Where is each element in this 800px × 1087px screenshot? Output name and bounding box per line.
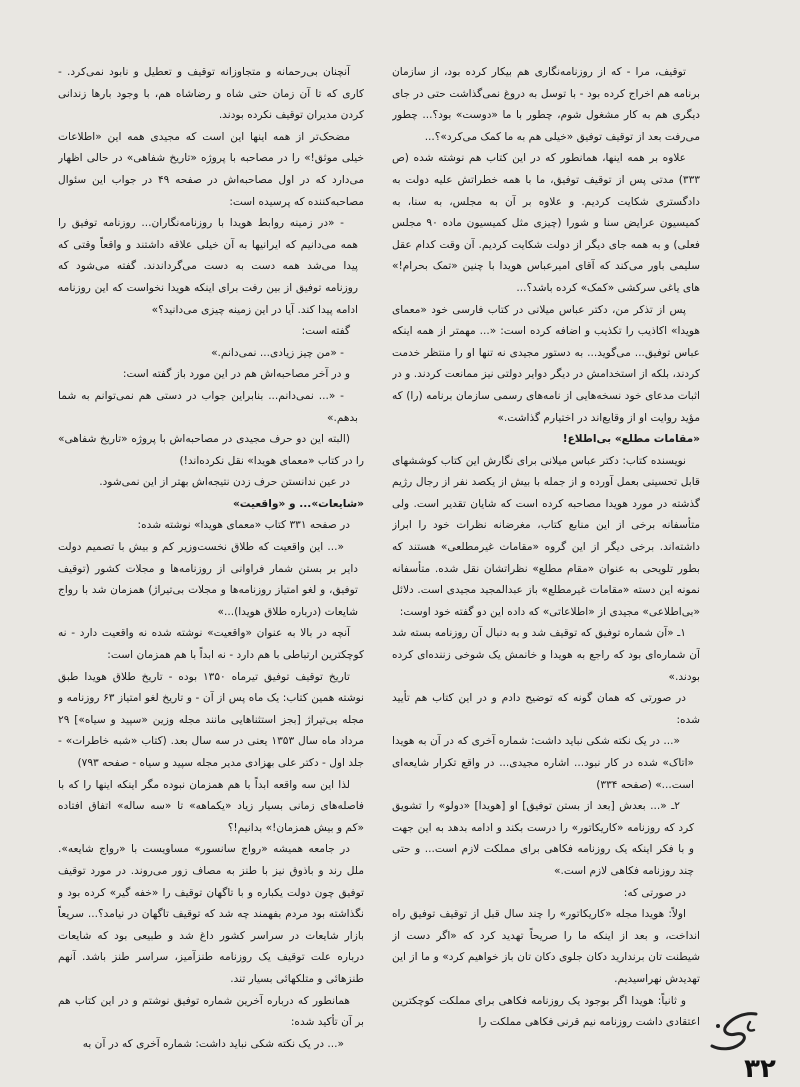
paragraph: ۱ـ «آن شماره توفیق که توقیف شد و به دنبال آن روزنامه بسته شد آن شماره‌ای بود که راجع به هویدا و خانمش یک شوخی زننده‌ای کرده بودند.» [392,627,700,683]
paragraph: در جامعه همیشه «رواج سانسور» مساویست با «رواج شایعه». ملل رند و باذوق نیز با طنز به مصاف زور می‌روند. در مورد توقیف توفیق چون دولت یکباره و با تاگهان توقیف را «خفه گیر» کرده بود و نگذاشته بود مردم بفهمند چه شد که توقیف تاگهان در نیامد؟... سریعاً بازار شایعات در سراسر کشور داغ شد و طبیعی بود که شایعات درباره علت توقیف یک روزنامه طنزآمیز، سراسر طنز باشد. آنهم طنزهائی و متلکهائی بسیار تند. [58,843,364,985]
paragraph: و ثانیاً: هویدا اگر بوجود یک روزنامه فکاهی برای مملکت کوچکترین اعتقادی داشت روزنامه نیم قرنی فکاهی مملکت را [392,994,700,1029]
paragraph: آنچنان بی‌رحمانه و متجاوزانه توقیف و تعطیل و نابود نمی‌کرد. - کاری که تا آن زمان حتی شاه و رضاشاه هم، با وجود بارها زندانی کردن مدیران توقیف نکرده بودند. [58,66,364,122]
paragraph: علاوه بر همه اینها، همانطور که در این کتاب هم نوشته شده (ص ۳۳۳) مدتی پس از توقیف توفیق، ما با همه خطراتش علیه دولت به دادگستری شکایت کردیم. و علاوه بر آن به مجلس، به سنا، به کمیسیون عرایض سنا و شورا (چیزی مثل کمیسیون ماده ۹۰ مجلس فعلی) و به همه جای دیگر از دولت شکایت کردیم. آن وقت کدام عقل سلیمی باور می‌کند که آقای امیرعباس هویدا با چنین «تمک بحرام!» های یاغی سرکشی «کمک» کرده باشد؟... [392,152,700,294]
paragraph: و در آخر مصاحبه‌اش هم در این مورد باز گفته است: [122,368,350,381]
paragraph: مضحک‌تر از همه اینها این است که مجیدی همه این «اطلاعات خیلی موثق!» را در مصاحبه با پروژه «تاریخ شفاهی» در حالی اظهار می‌دارد که در اول مصاحبه‌اش در صفحه ۴۹ در جواب این سئوال مصاحبه‌کننده که پرسیده است: [58,130,364,208]
paragraph: در عین ندانستن حرف زدن نتیجه‌اش بهتر از این نمی‌شود. [99,476,350,489]
paragraph: در صورتی که همان گونه که توضیح دادم و در این کتاب هم تأیید شده: [392,692,700,726]
quote-paragraph: - «در زمینه روابط هویدا با روزنامه‌نگاران... روزنامه توفیق را همه می‌دانیم که ایرانیها به آن خیلی علاقه داشتند و واقعاً وقتی که پیدا می‌شد همه دست به دست می‌گرداندند. گفته می‌شود که روزنامه توفیق از بین رفت برای اینکه هویدا نخواست که این روزنامه ادامه پیدا کند. آیا در این زمینه چیزی می‌دانید؟» [58,217,358,316]
quote-paragraph: «... در یک نکته شکی نباید داشت: شماره آخری که در آن به هویدا «اتاک» شده در کار نبود... اشاره مجیدی... در واقع تکرار شایعه‌ای است...» (صفحه ۳۳۴) [392,735,694,791]
paragraph: گفته است: [301,325,350,338]
quote-paragraph: ۲ـ «... بعدش [بعد از بستن توفیق] او [هویدا] «دولو» را تشویق کرد که روزنامه «کاریکاتور» را درست بکند و ادامه بدهد به این جهت و با فکر اینکه یک روزنامه فکاهی برای مملکت لازم است... و حتی چند روزنامه فکاهی لازم است.» [392,800,694,877]
kerman-logo [704,1008,764,1056]
quote-paragraph: - «... نمی‌دانم... بنابراین جواب در دستی هم نمی‌توانم به شما بدهم.» [58,389,358,424]
paragraph: همانطور که درباره آخرین شماره توفیق نوشتم و در این کتاب هم بر آن تأکید شده: [58,994,364,1029]
paragraph: اولاً: هویدا مجله «کاریکاتور» را چند سال قبل از توقیف توفیق راه انداخت، و بعد از اینکه ما را صریحاً تهدید کرد که «اگر دست از شیطنت تان برندارید دکان جلوی دکان تان باز خواهیم کرد» و ما از این تهدیدش نهراسیدیم. [392,908,700,985]
section-heading: «شایعات»... و «واقعیت» [232,497,364,510]
text-column-right [392,62,700,1069]
paragraph: (البته این دو حرف مجیدی در مصاحبه‌اش با پروژه «تاریخ شفاهی» را در کتاب «معمای هویدا» نقل نکرده‌اند!) [58,433,364,467]
paragraph: نویسنده کتاب: دکتر عباس میلانی برای نگارش این کتاب کوششهای قابل تحسینی بعمل آورده و از جمله با بیش از یکصد نفر از رجال رژیم گذشته در مورد هویدا مصاحبه کرده است که شایان تقدیر است. ولی متأسفانه برخی از این منابع کتاب، مغرضانه نظرات خود را ابراز داشته‌اند. برخی دیگر از این گروه «مقامات غیرمطلعی» هستند که بطور تلویحی به عنوان «مقام مطلع» نظراتشان نقل شده. متأسفانه نمونه این دسته «مقامات غیرمطلع» باز عبدالمجید مجیدی است. دلائل «بی‌اطلاعی» مجیدی از «اطلاعاتی» که داده این دو گفته خود اوست: [392,454,700,618]
quote-paragraph: - «من چیز زیادی... نمی‌دانم.» [211,346,344,359]
paragraph: آنچه در بالا به عنوان «واقعیت» نوشته شده نه واقعیت دارد - نه کوچکترین ارتباطی با هم دارد - نه ابداً با هم همزمان است: [58,627,364,662]
quote-paragraph: «... در یک نکته شکی نباید داشت: شماره آخری که در آن به [82,1037,344,1050]
paragraph: در صفحه ۳۳۱ کتاب «معمای هویدا» نوشته شده: [137,519,350,532]
quote-paragraph: «... این واقعیت که طلاق نخست‌وزیر کم و بیش با تصمیم دولت دایر بر بستن شمار فراوانی از روزنامه‌ها و مجلات کشور (توقیف توفیق، و لغو امتیاز روزنامه‌ها و مجلات بی‌تیراژ) همزمان شد با رواج شایعات (درباره طلاق هویدا)...» [58,541,358,618]
section-heading: «مقامات مطلع» بی‌اطلاع! [562,433,700,446]
paragraph: پس از تذکر من، دکتر عباس میلانی در کتاب فارسی خود «معمای هویدا» اکاذیب را تکذیب و اضافه کرده است: «... مهمتر از همه اینکه عباس توفیق... می‌گوید... به دستور مجیدی نه تنها او را منتظر خدمت کردند، بلکه از استخدامش در دیگر دوایر دولتی نیز ممانعت کردند. و در اثبات مدعای خود نسخه‌هایی از نامه‌های رسمی سازمان برنامه (را) که مؤید روایت او از وقایع‌اند در اختیارم گذاشت.» [392,303,700,424]
paragraph: تاریخ توقیف توفیق تیرماه ۱۳۵۰ بوده - تاریخ طلاق هویدا طبق نوشته همین کتاب: یک ماه پس از آن - و تاریخ لغو امتیاز ۶۳ روزنامه و مجله بی‌تیراژ [بجز استثناهایی مانند مجله وزین «سپید و سیاه»] ۲۹ مرداد ماه سال ۱۳۵۳ یعنی در سه سال بعد. (کتاب «شبه خاطرات» - جلد اول - دکتر علی بهزادی مدیر مجله سپید و سیاه - صفحه ۷۹۳) [58,670,364,769]
page-number: ۳۲ [744,1054,776,1084]
paragraph: توقیف، مرا - که از روزنامه‌نگاری هم بیکار کرده بود، از سازمان برنامه هم اخراج کرده بود - با توسل به دروغ نمی‌گذاشت حتی در جای دیگری هم به کار مشغول شوم، چطور با ما «دوست» بود؟... چطور می‌رفت بعد از توقیف توفیق «خیلی هم به ما کمک می‌کرد»؟... [392,66,700,143]
paragraph: در صورتی که: [623,886,686,899]
text-column-left [58,62,364,1069]
paragraph: لذا این سه واقعه ابداً با هم همزمان نبوده مگر اینکه اینها را که با فاصله‌های زمانی بسیار زیاد «یکماهه» تا «سه ساله» اتفاق افتاده «کم و بیش همزمان!» بدانیم!؟ [58,778,364,834]
